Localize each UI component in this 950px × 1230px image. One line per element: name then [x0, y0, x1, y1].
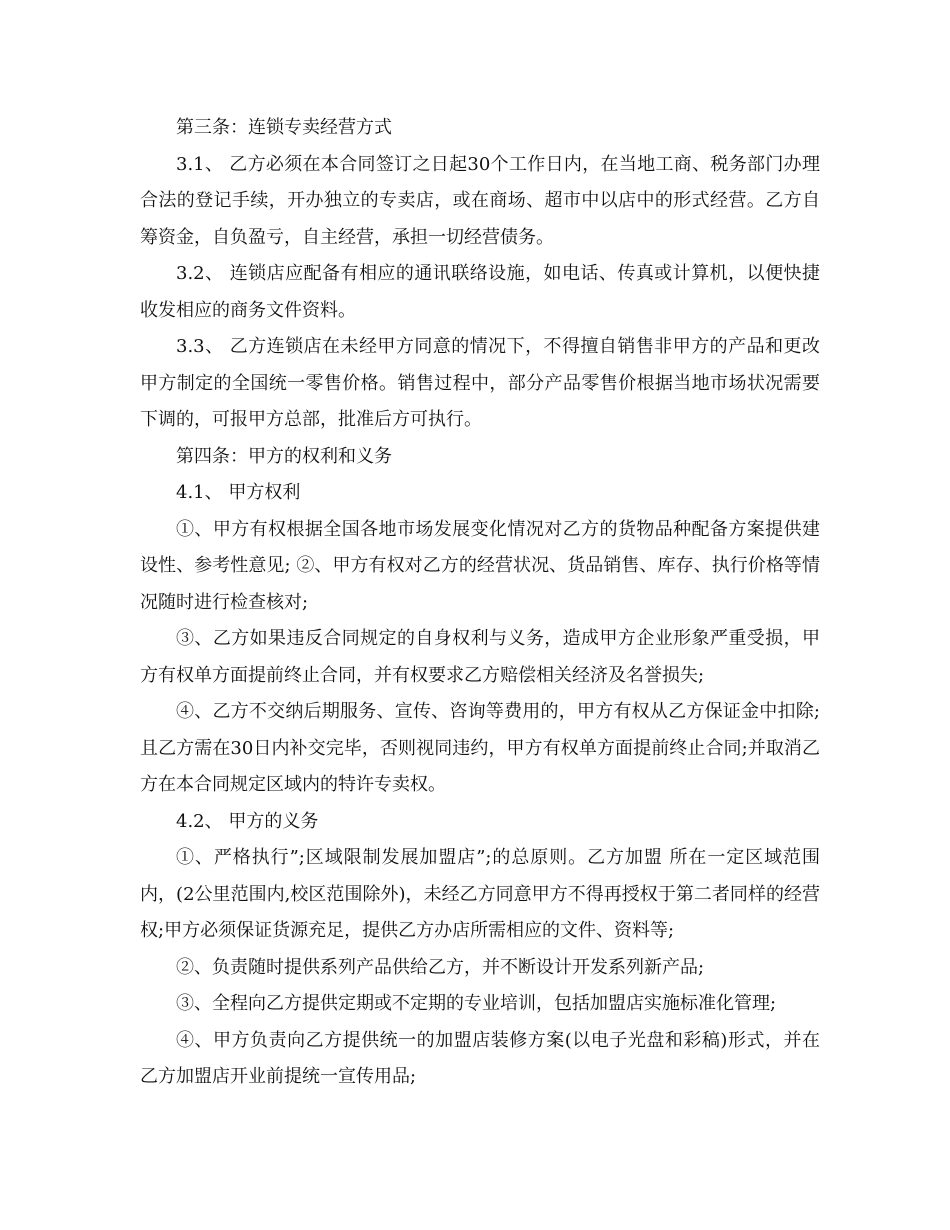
clause-4-1-item-4: ④、乙方不交纳后期服务、宣传、咨询等费用的，甲方有权从乙方保证金中扣除;且乙方需在30日内补交完毕，否则视同违约，甲方有权单方面提前终止合同;并取消乙方在本合同规定区域内的特许专卖权。	[140, 701, 820, 795]
clause-4-1-heading: 4.1、 甲方权利	[176, 482, 301, 503]
clause-4-2-item-4: ④、甲方负责向乙方提供统一的加盟店装修方案(以电子光盘和彩稿)形式，并在乙方加盟店开业前提统一宣传用品;	[140, 1029, 820, 1087]
clause-4-1-item-1-2: ①、甲方有权根据全国各地市场发展变化情况对乙方的货物品种配备方案提供建设性、参考性意见; ②、甲方有权对乙方的经营状况、货品销售、库存、执行价格等情况随时进行检查核对;	[140, 518, 820, 613]
clause-4-2-heading: 4.2、 甲方的义务	[176, 810, 319, 832]
clause-4-2-item-2: ②、负责随时提供系列产品供给乙方，并不断设计开发系列新产品;	[176, 956, 705, 978]
clause-3-2: 3.2、 连锁店应配备有相应的通讯联络设施，如电话、传真或计算机，以便快捷收发相应的商务文件资料。	[140, 263, 820, 321]
clause-4-1-item-3: ③、乙方如果违反合同规定的自身权利与义务，造成甲方企业形象严重受损，甲方有权单方面提前终止合同，并有权要求乙方赔偿相关经济及名誉损失;	[140, 628, 820, 686]
clause-4-2-item-1: ①、严格执行”;区域限制发展加盟店”;的总原则。乙方加盟 所在一定区域范围内，(2公里范围内,校区范围除外)，未经乙方同意甲方不得再授权于第二者同样的经营权;甲方必须保证货源充足，提供乙方办店所需相应的文件、资料等;	[140, 847, 820, 941]
document-body	[140, 110, 820, 1096]
clause-4-2-item-3: ③、全程向乙方提供定期或不定期的专业培训，包括加盟店实施标准化管理;	[176, 993, 777, 1014]
article-3-heading: 第三条：连锁专卖经营方式	[176, 117, 392, 138]
article-4-heading: 第四条：甲方的权利和义务	[176, 445, 392, 467]
clause-3-3: 3.3、 乙方连锁店在未经甲方同意的情况下，不得擅自销售非甲方的产品和更改甲方制定的全国统一零售价格。销售过程中，部分产品零售价根据当地市场状况需要下调的，可报甲方总部，批准后方可执行。	[140, 336, 820, 430]
clause-3-1: 3.1、 乙方必须在本合同签订之日起30个工作日内，在当地工商、税务部门办理合法的登记手续，开办独立的专卖店，或在商场、超市中以店中的形式经营。乙方自筹资金，自负盈亏，自主经营，承担一切经营债务。	[140, 153, 820, 248]
